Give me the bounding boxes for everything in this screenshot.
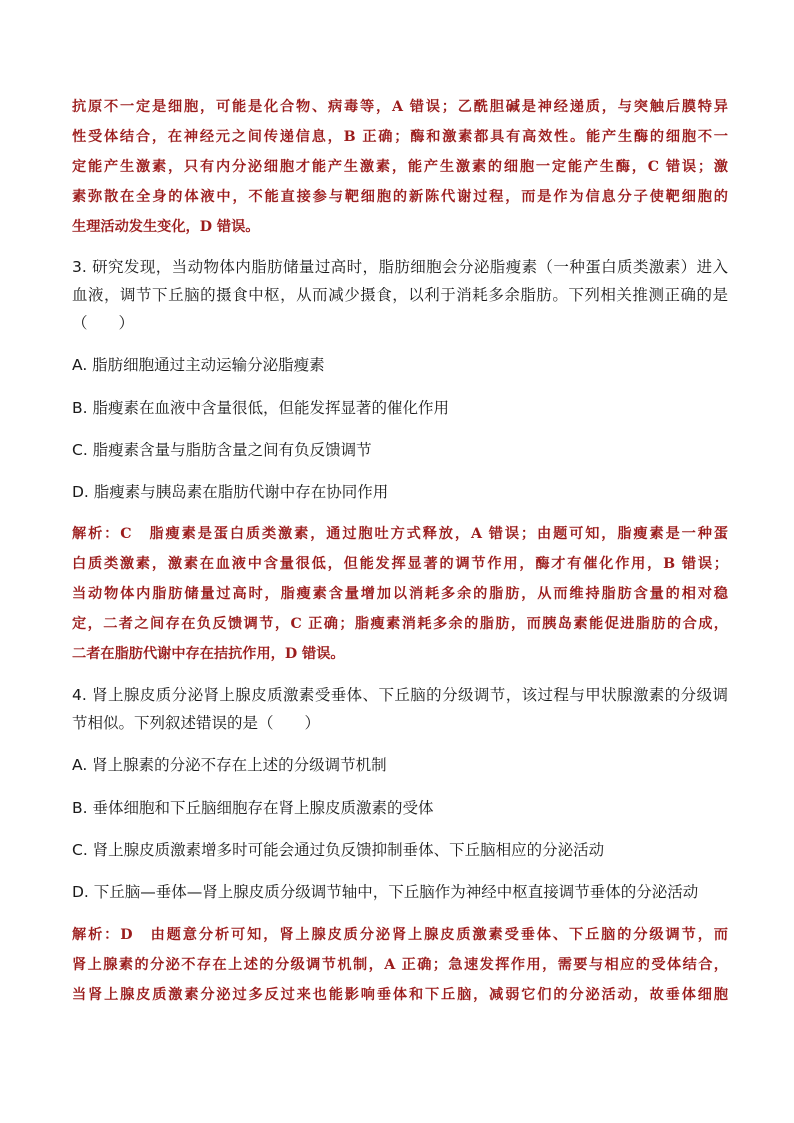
question-line: 血液，调节下丘脑的摄食中枢，从而减少摄食，以利于消耗多余脂肪。下列相关推测正确的是 [72, 286, 728, 304]
question-line: 4. 肾上腺皮质分泌肾上腺皮质激素受垂体、下丘脑的分级调节，该过程与甲状腺激素的分级调 [72, 686, 728, 704]
analysis-line: 定，二者之间存在负反馈调节，C 正确；脂瘦素消耗多余的脂肪，而胰岛素能促进脂肪的合成， [72, 616, 728, 632]
question-4-option-a: A. 肾上腺素的分泌不存在上述的分级调节机制 [72, 756, 387, 774]
question-4-option-c: C. 肾上腺皮质激素增多时可能会通过负反馈抑制垂体、下丘脑相应的分泌活动 [72, 841, 605, 859]
question-3-option-a: A. 脂肪细胞通过主动运输分泌脂瘦素 [72, 356, 325, 374]
analysis-line: 解析：C 脂瘦素是蛋白质类激素，通过胞吐方式释放，A 错误；由题可知，脂瘦素是一种蛋 [72, 526, 728, 542]
analysis-line: 二者在脂肪代谢中存在拮抗作用，D 错误。 [72, 646, 345, 662]
analysis-line: 抗原不一定是细胞，可能是化合物、病毒等，A 错误；乙酰胆碱是神经递质，与突触后膜特异 [72, 99, 728, 115]
analysis-line: 生理活动发生变化，D 错误。 [72, 219, 260, 235]
question-line: 节相似。下列叙述错误的是（ ） [72, 714, 321, 732]
analysis-line: 解析：D 由题意分析可知，肾上腺皮质分泌肾上腺皮质激素受垂体、下丘脑的分级调节，而 [72, 927, 728, 943]
question-3-stem [72, 253, 728, 337]
question-line: 3. 研究发现，当动物体内脂肪储量过高时，脂肪细胞会分泌脂瘦素（一种蛋白质类激素）进入 [72, 258, 728, 276]
question-4-option-d: D. 下丘脑—垂体—肾上腺皮质分级调节轴中，下丘脑作为神经中枢直接调节垂体的分泌活动 [72, 883, 699, 901]
question-line: （ ） [72, 314, 135, 332]
question-4-analysis [72, 920, 728, 1010]
question-4-option-b: B. 垂体细胞和下丘脑细胞存在肾上腺皮质激素的受体 [72, 799, 434, 817]
analysis-line: 定能产生激素，只有内分泌细胞才能产生激素，能产生激素的细胞一定能产生酶，C 错误；激 [72, 159, 728, 175]
analysis-line: 当动物体内脂肪储量过高时，脂瘦素含量增加以消耗多余的脂肪，从而维持脂肪含量的相对稳 [72, 586, 728, 602]
analysis-line: 性受体结合，在神经元之间传递信息，B 正确；酶和激素都具有高效性。能产生酶的细胞不一 [72, 129, 728, 145]
analysis-line: 肾上腺素的分泌不存在上述的分级调节机制，A 正确；急速发挥作用，需要与相应的受体结合， [72, 957, 728, 973]
question-4-stem [72, 681, 728, 737]
question-3-option-d: D. 脂瘦素与胰岛素在脂肪代谢中存在协同作用 [72, 483, 389, 501]
analysis-line: 当肾上腺皮质激素分泌过多反过来也能影响垂体和下丘脑，减弱它们的分泌活动，故垂体细胞 [72, 987, 728, 1003]
analysis-line: 素弥散在全身的体液中，不能直接参与靶细胞的新陈代谢过程，而是作为信息分子使靶细胞的 [72, 189, 728, 205]
question-3-analysis [72, 519, 728, 669]
question-3-option-b: B. 脂瘦素在血液中含量很低，但能发挥显著的催化作用 [72, 399, 449, 417]
analysis-continued [72, 92, 728, 242]
question-3-option-c: C. 脂瘦素含量与脂肪含量之间有负反馈调节 [72, 441, 372, 459]
analysis-line: 白质类激素，激素在血液中含量很低，但能发挥显著的调节作用，酶才有催化作用，B 错误； [72, 556, 728, 572]
